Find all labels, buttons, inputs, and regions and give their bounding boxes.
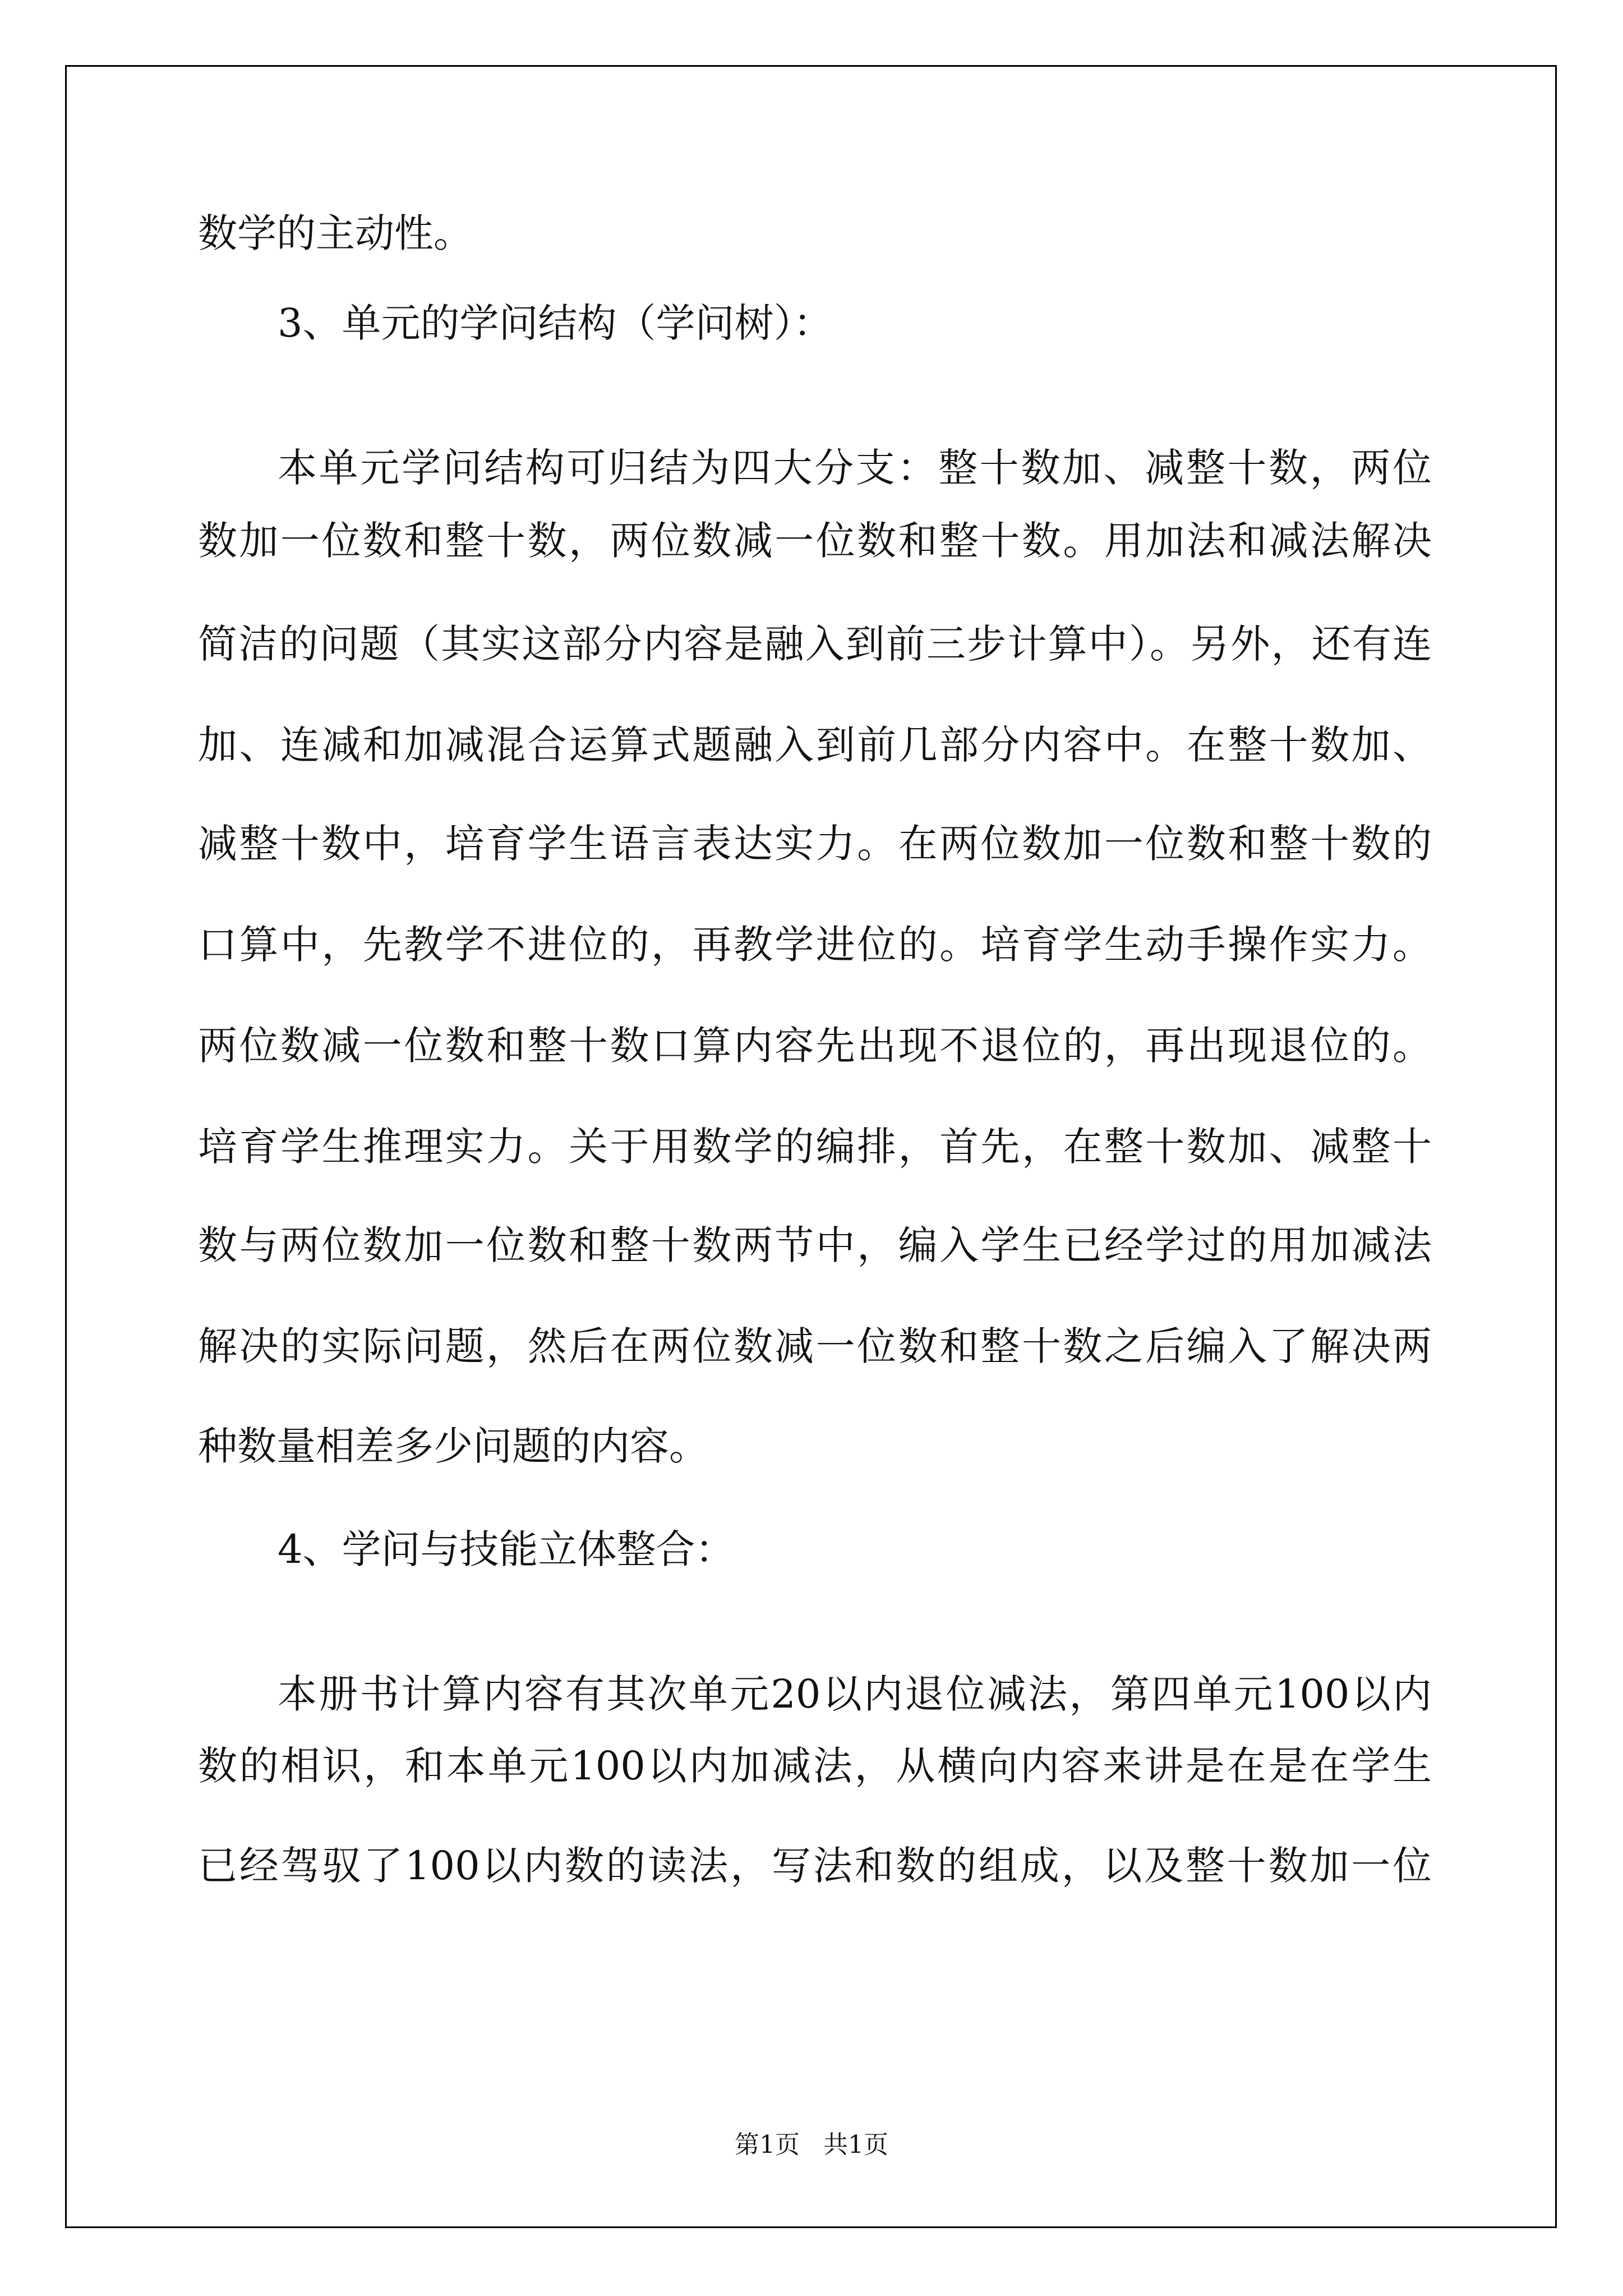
text-line: 数与两位数加一位数和整十数两节中，编入学生已经学过的用加减法 — [198, 1222, 1432, 1268]
text-line: 解决的实际问题，然后在两位数减一位数和整十数之后编入了解决两 — [198, 1323, 1432, 1369]
text-line: 两位数减一位数和整十数口算内容先出现不退位的，再出现退位的。 — [198, 1023, 1432, 1069]
text-line: 种数量相差多少问题的内容。 — [198, 1423, 708, 1469]
text-line: 数的相识，和本单元100以内加减法，从横向内容来讲是在是在学生 — [198, 1743, 1432, 1789]
section-heading: 4、学问与技能立体整合： — [278, 1526, 735, 1572]
text-line: 口算中，先教学不进位的，再教学进位的。培育学生动手操作实力。 — [198, 922, 1432, 968]
text-line: 培育学生推理实力。关于用数学的编排，首先，在整十数加、减整十 — [198, 1124, 1432, 1170]
page-number: 第1页 — [735, 2131, 800, 2159]
text-line: 已经驾驭了100以内数的读法，写法和数的组成，以及整十数加一位 — [198, 1843, 1432, 1889]
text-line: 本单元学问结构可归结为四大分支：整十数加、减整十数，两位 — [278, 445, 1432, 491]
text-line: 加、连减和加减混合运算式题融入到前几部分内容中。在整十数加、 — [198, 722, 1432, 768]
text-line: 简洁的问题（其实这部分内容是融入到前三步计算中）。另外，还有连 — [198, 621, 1432, 667]
text-line: 本册书计算内容有其次单元20以内退位减法，第四单元100以内 — [278, 1671, 1432, 1717]
page-total: 共1页 — [823, 2131, 888, 2159]
section-heading: 3、单元的学问结构（学问树）： — [278, 300, 833, 346]
text-line: 减整十数中，培育学生语言表达实力。在两位数加一位数和整十数的 — [198, 821, 1432, 867]
text-line: 数学的主动性。 — [198, 210, 473, 256]
page-footer — [0, 2128, 1623, 2162]
text-line: 数加一位数和整十数，两位数减一位数和整十数。用加法和减法解决 — [198, 518, 1432, 564]
